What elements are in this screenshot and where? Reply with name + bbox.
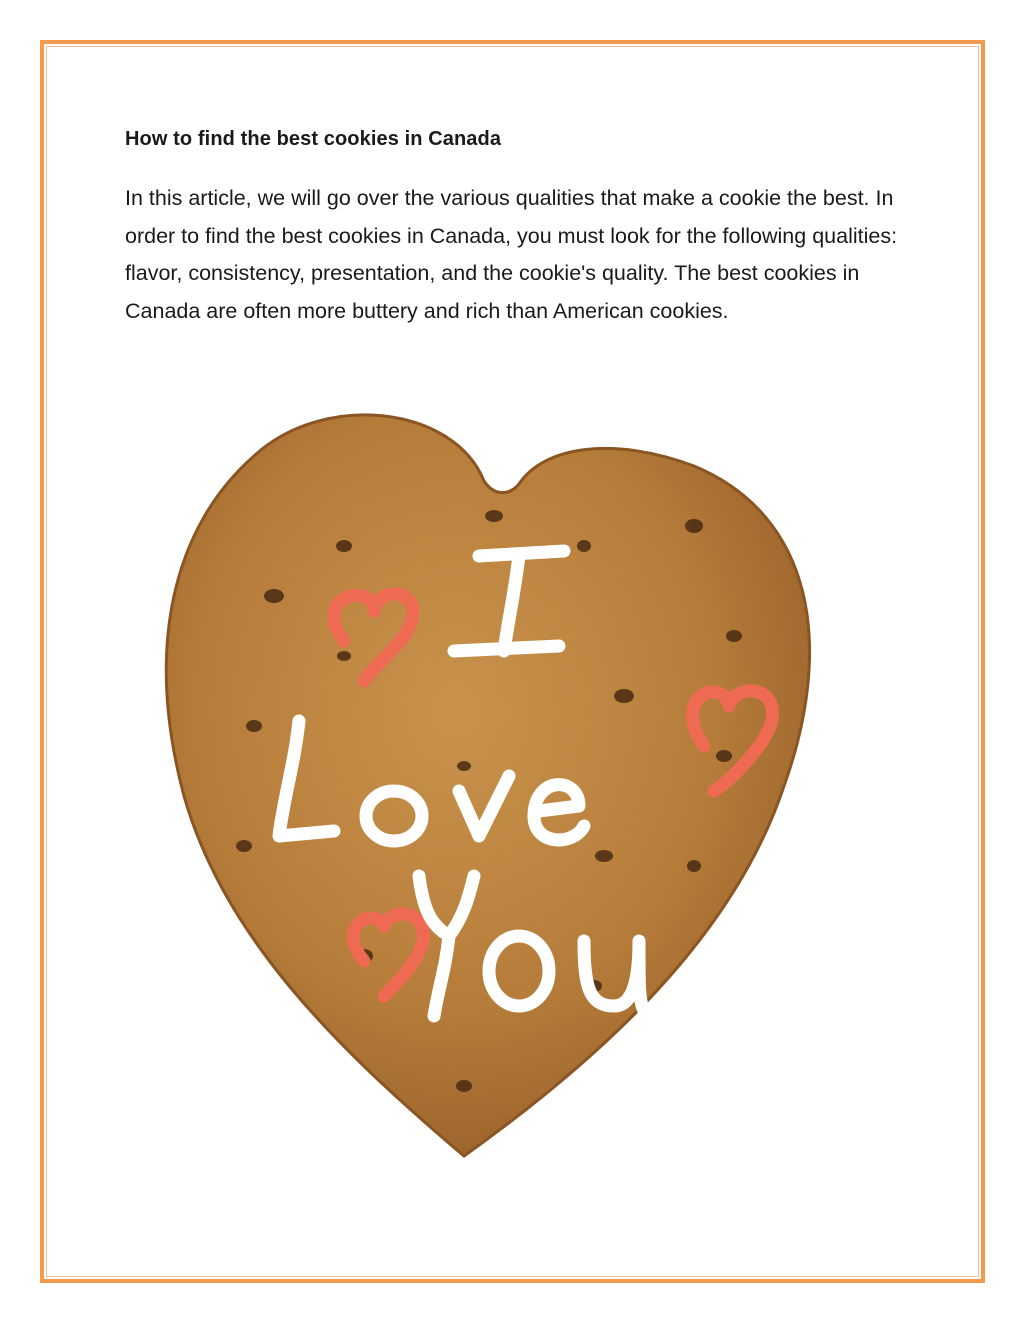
article-title: How to find the best cookies in Canada <box>125 128 502 150</box>
heart-cookie-icon <box>134 396 814 1176</box>
article-body: In this article, we will go over the various qualities that make a cookie the best. In order to find the best cookies in Canada, you must look for the following qualities: flavor, consistency, presentation, and the cookie's quality. The best cookies in Canada are often more buttery and rich than American cookies. <box>125 186 898 323</box>
cookie-image <box>134 396 814 1176</box>
page-frame <box>40 40 985 1283</box>
